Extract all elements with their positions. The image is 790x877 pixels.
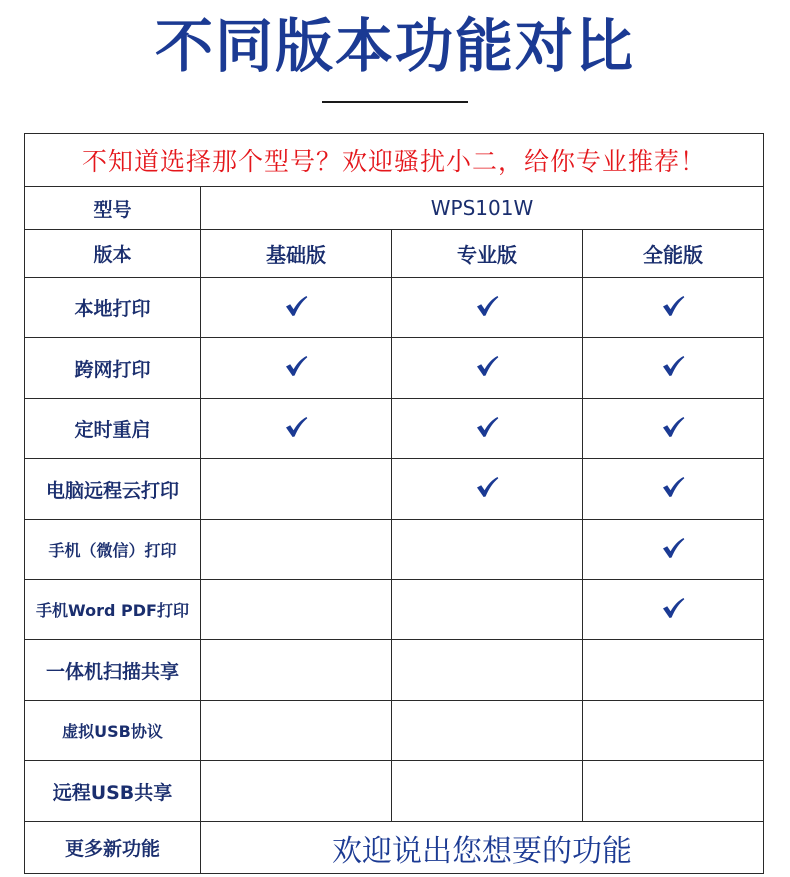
- feature-row: [25, 459, 764, 520]
- feature-label: 本地打印: [25, 278, 201, 338]
- model-label: 型号: [25, 187, 201, 230]
- feature-row: [25, 761, 764, 822]
- checkmark-icon: [661, 355, 685, 377]
- feature-rows: [25, 278, 764, 822]
- feature-row: [25, 520, 764, 580]
- checkmark-icon: [661, 416, 685, 438]
- support-cell-full: [583, 520, 764, 580]
- checkmark-icon: [661, 537, 685, 559]
- support-cell-full: [583, 580, 764, 640]
- feature-label: 一体机扫描共享: [25, 640, 201, 701]
- support-cell-basic: [201, 338, 392, 399]
- support-cell-full: [583, 459, 764, 520]
- support-cell-pro: [392, 399, 583, 459]
- feature-label: 虚拟USB协议: [25, 701, 201, 761]
- feature-row: [25, 338, 764, 399]
- title-divider: [322, 101, 468, 103]
- checkmark-icon: [284, 295, 308, 317]
- support-cell-pro: [392, 701, 583, 761]
- tier-full-header: 全能版: [583, 230, 764, 278]
- checkmark-icon: [661, 476, 685, 498]
- model-value: WPS101W: [201, 187, 764, 230]
- feature-label: 电脑远程云打印: [25, 459, 201, 520]
- support-cell-pro: [392, 278, 583, 338]
- support-cell-full: [583, 761, 764, 822]
- more-row: [25, 822, 764, 874]
- support-cell-pro: [392, 580, 583, 640]
- support-cell-basic: [201, 520, 392, 580]
- feature-row: [25, 701, 764, 761]
- feature-row: [25, 278, 764, 338]
- support-cell-basic: [201, 761, 392, 822]
- notice-row: [25, 134, 764, 187]
- feature-label: 跨网打印: [25, 338, 201, 399]
- support-cell-full: [583, 278, 764, 338]
- support-cell-basic: [201, 580, 392, 640]
- page-title: 不同版本功能对比: [154, 12, 635, 80]
- checkmark-icon: [284, 416, 308, 438]
- checkmark-icon: [661, 295, 685, 317]
- support-cell-full: [583, 640, 764, 701]
- support-cell-basic: [201, 278, 392, 338]
- support-cell-full: [583, 338, 764, 399]
- support-cell-basic: [201, 701, 392, 761]
- support-cell-basic: [201, 399, 392, 459]
- notice-text: 不知道选择那个型号？欢迎骚扰小二，给你专业推荐！: [25, 134, 764, 187]
- feature-label: 远程USB共享: [25, 761, 201, 822]
- version-label: 版本: [25, 230, 201, 278]
- support-cell-basic: [201, 459, 392, 520]
- feature-row: [25, 580, 764, 640]
- comparison-table: [24, 133, 764, 874]
- feature-row: [25, 640, 764, 701]
- feature-row: [25, 399, 764, 459]
- more-label: 更多新功能: [25, 822, 201, 874]
- checkmark-icon: [475, 355, 499, 377]
- support-cell-full: [583, 399, 764, 459]
- support-cell-pro: [392, 640, 583, 701]
- version-row: [25, 230, 764, 278]
- tier-basic-header: 基础版: [201, 230, 392, 278]
- feature-label: 手机（微信）打印: [25, 520, 201, 580]
- more-text: 欢迎说出您想要的功能: [201, 822, 764, 874]
- checkmark-icon: [284, 355, 308, 377]
- checkmark-icon: [475, 476, 499, 498]
- support-cell-basic: [201, 640, 392, 701]
- support-cell-pro: [392, 520, 583, 580]
- feature-label: 手机Word PDF打印: [25, 580, 201, 640]
- support-cell-full: [583, 701, 764, 761]
- support-cell-pro: [392, 761, 583, 822]
- support-cell-pro: [392, 338, 583, 399]
- support-cell-pro: [392, 459, 583, 520]
- tier-pro-header: 专业版: [392, 230, 583, 278]
- feature-label: 定时重启: [25, 399, 201, 459]
- checkmark-icon: [661, 597, 685, 619]
- checkmark-icon: [475, 416, 499, 438]
- model-row: [25, 187, 764, 230]
- checkmark-icon: [475, 295, 499, 317]
